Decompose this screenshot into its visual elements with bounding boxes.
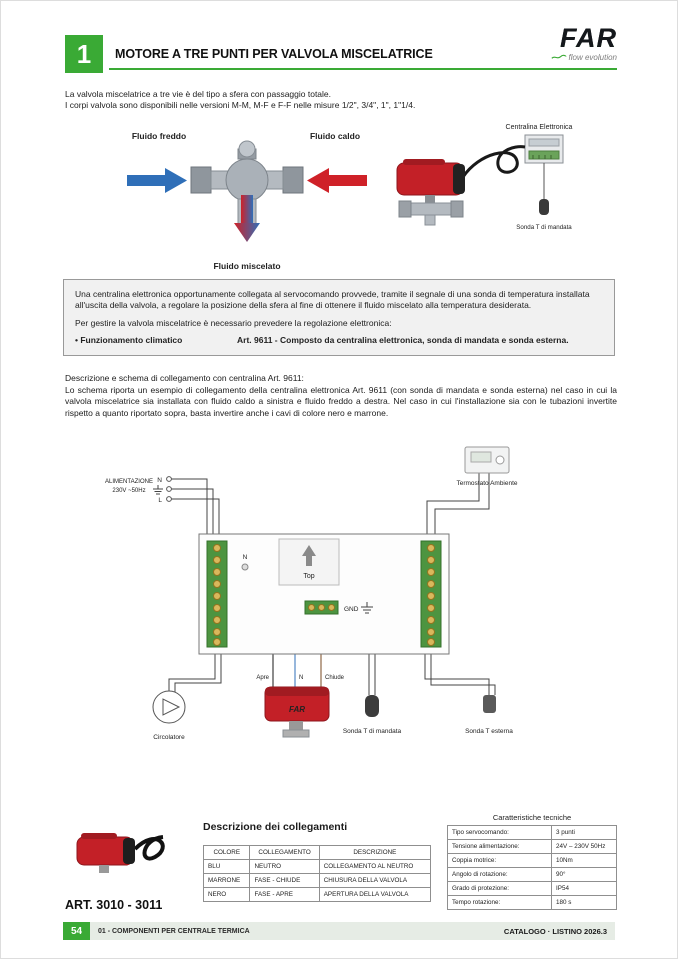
- external-probe-graphic: [483, 695, 496, 713]
- tech-label: Tipo servocomando:: [448, 826, 552, 840]
- n-terminal-graphic: [242, 564, 248, 570]
- footer-catalog-label: CATALOGO · LISTINO 2026.3: [503, 926, 607, 936]
- power-label-line2: 230V ~50Hz: [112, 488, 146, 494]
- product-cable-graphic: [135, 837, 163, 859]
- apre-label: Apre: [256, 675, 269, 681]
- tech-table: [447, 825, 617, 910]
- cell-description: APERTURA DELLA VALVOLA: [319, 888, 430, 902]
- bottom-section: [65, 807, 617, 912]
- cell-description: COLLEGAMENTO AL NEUTRO: [319, 860, 430, 874]
- mixed-fluid-label: Fluido miscelato: [213, 261, 281, 271]
- cell-description: CHIUSURA DELLA VALVOLA: [319, 874, 430, 888]
- climate-function-article: Art. 9611 - Composto da centralina elettronica, sonda di mandata e sonda esterna.: [237, 335, 569, 346]
- connections-header-row: [204, 846, 431, 860]
- climate-function-label: • Funzionamento climatico: [75, 335, 183, 346]
- brand-logo-text: FAR: [551, 25, 617, 52]
- info-paragraph-1: Una centralina elettronica opportunamente collegata al servocomando provvede, tramite il segnale di una sonda di temperatura installata all'uscita della valvola, a regolare la posizione della sfera al fine di ottenere il fluido miscelato alla temperatura desiderata.: [75, 289, 590, 311]
- chiude-label: Chiude: [325, 675, 345, 681]
- product-photo: [65, 807, 185, 887]
- tech-column: [447, 807, 617, 912]
- cell-connection: FASE - APRE: [250, 888, 319, 902]
- tech-table-title: Caratteristiche tecniche: [492, 813, 572, 822]
- table-row: [204, 888, 431, 902]
- supply-probe-graphic: [365, 695, 379, 717]
- tech-value: 10Nm: [552, 854, 617, 868]
- page-title: MOTORE A TRE PUNTI PER VALVOLA MISCELATRICE: [115, 47, 433, 61]
- actuator-body-graphic: [397, 159, 465, 195]
- tech-value: 180 s: [552, 896, 617, 910]
- table-row: [204, 874, 431, 888]
- brand-tagline-row: [551, 53, 617, 62]
- cold-flow-arrow: [127, 168, 187, 193]
- info-paragraph-2: Per gestire la valvola miscelatrice è necessario prevedere la regolazione elettronica:: [75, 318, 392, 329]
- table-row: [448, 826, 617, 840]
- table-row: [448, 896, 617, 910]
- header-rule: [109, 68, 617, 70]
- top-label: Top: [303, 573, 315, 580]
- neutral-wire-label: N: [299, 675, 304, 681]
- hot-fluid-label: Fluido caldo: [309, 131, 361, 141]
- sonda-mandata-label: Sonda T di mandata: [516, 224, 572, 231]
- intro-line-2: I corpi valvola sono disponibili nelle versioni M-M, M-F e F-F nelle misure 1/2", 3/4", 1", 1"1/4.: [65, 100, 416, 111]
- cell-connection: FASE - CHIUDE: [250, 874, 319, 888]
- chapter-number-badge: 1: [65, 35, 103, 73]
- table-row: [448, 840, 617, 854]
- cell-color: MARRONE: [204, 874, 250, 888]
- power-n-label: N: [157, 477, 162, 484]
- tech-value: IP54: [552, 882, 617, 896]
- description-title: Descrizione e schema di collegamento con centralina Art. 9611:: [65, 373, 304, 383]
- description-body: Lo schema riporta un esempio di collegamento della centralina elettronica Art. 9611 (con sonda di mandata e sonda esterna) nel caso in cui la valvola miscelatrice sia installata con fluido caldo a sinistra e fluido freddo a destra. Nel caso in cui l'installazione sia con le tubazioni invertite rispetto a quanto riportato sopra, basta invertire anche i cavi di colore nero e marrone.: [65, 384, 617, 419]
- tech-value: 90°: [552, 868, 617, 882]
- page-header: [65, 23, 617, 81]
- tech-label: Tensione alimentazione:: [448, 840, 552, 854]
- page-footer: [63, 922, 615, 940]
- table-row: [448, 882, 617, 896]
- cell-color: BLU: [204, 860, 250, 874]
- connections-title: Descrizione dei collegamenti: [203, 821, 348, 833]
- diagram-actuator-brand: FAR: [289, 705, 305, 714]
- info-box: [63, 279, 615, 356]
- supply-probe-label: Sonda T di mandata: [342, 728, 402, 735]
- centralina-device-graphic: [525, 135, 563, 163]
- page-number-badge: 54: [63, 922, 90, 940]
- thermostat-graphic: [465, 447, 509, 473]
- swoosh-icon: [551, 54, 567, 61]
- cell-color: NERO: [204, 888, 250, 902]
- mixing-valve-figure: [107, 125, 387, 275]
- intro-paragraph: [65, 89, 617, 112]
- left-terminal-strip-graphic: [207, 541, 227, 647]
- footer-bar: [90, 922, 615, 940]
- gnd-label: GND: [344, 606, 359, 613]
- wiring-diagram-svg: [69, 439, 609, 769]
- centralina-label: Centralina Elettronica: [505, 124, 573, 131]
- power-l-label: L: [158, 497, 162, 504]
- tech-label: Coppia motrice:: [448, 854, 552, 868]
- table-row: [448, 868, 617, 882]
- article-code: ART. 3010 - 3011: [65, 898, 163, 912]
- table-row: [448, 854, 617, 868]
- tech-label: Grado di protezione:: [448, 882, 552, 896]
- product-cap-graphic: [123, 838, 135, 864]
- sonda-probe-graphic: [539, 199, 549, 215]
- table-row: [204, 860, 431, 874]
- power-label-line1: ALIMENTAZIONE: [105, 479, 153, 485]
- product-column: [65, 807, 193, 912]
- tech-label: Angolo di rotazione:: [448, 868, 552, 882]
- col-header-colore: COLORE: [204, 846, 250, 860]
- description-block: [65, 373, 617, 420]
- tech-label: Tempo rotazione:: [448, 896, 552, 910]
- brand-logo: [551, 25, 617, 62]
- cold-fluid-label: Fluido freddo: [131, 131, 187, 141]
- earth-symbol-icon: [153, 485, 163, 494]
- valve-under-actuator-graphic: [399, 195, 463, 225]
- connections-column: [203, 807, 431, 912]
- circulator-graphic: [153, 691, 185, 723]
- thermostat-label: Termostato Ambiente: [456, 480, 518, 487]
- brand-tagline: flow evolution: [568, 53, 617, 62]
- col-header-descrizione: DESCRIZIONE: [319, 846, 430, 860]
- col-header-collegamento: COLLEGAMENTO: [250, 846, 319, 860]
- product-top-graphic: [81, 833, 117, 839]
- tech-value: 24V – 230V 50Hz: [552, 840, 617, 854]
- footer-section-title: 01 - COMPONENTI PER CENTRALE TERMICA: [98, 927, 250, 935]
- connections-table: [203, 845, 431, 902]
- gnd-terminal-graphic: [305, 601, 338, 614]
- hot-flow-arrow: [307, 168, 367, 193]
- product-stem-graphic: [99, 865, 109, 873]
- figures-row: [65, 119, 617, 275]
- right-terminal-strip-graphic: [421, 541, 441, 647]
- external-probe-label: Sonda T esterna: [465, 728, 513, 735]
- cell-connection: NEUTRO: [250, 860, 319, 874]
- n-label: N: [242, 554, 248, 561]
- climate-function-row: [75, 335, 603, 346]
- power-terminals-graphic: [167, 477, 172, 502]
- tech-value: 3 punti: [552, 826, 617, 840]
- wiring-diagram: [1, 439, 677, 774]
- intro-line-1: La valvola miscelatrice a tre vie è del tipo a sfera con passaggio totale.: [65, 89, 332, 99]
- circulator-label: Circolatore: [153, 734, 185, 741]
- actuator-figure: [367, 119, 607, 259]
- cable-graphic: [463, 147, 525, 177]
